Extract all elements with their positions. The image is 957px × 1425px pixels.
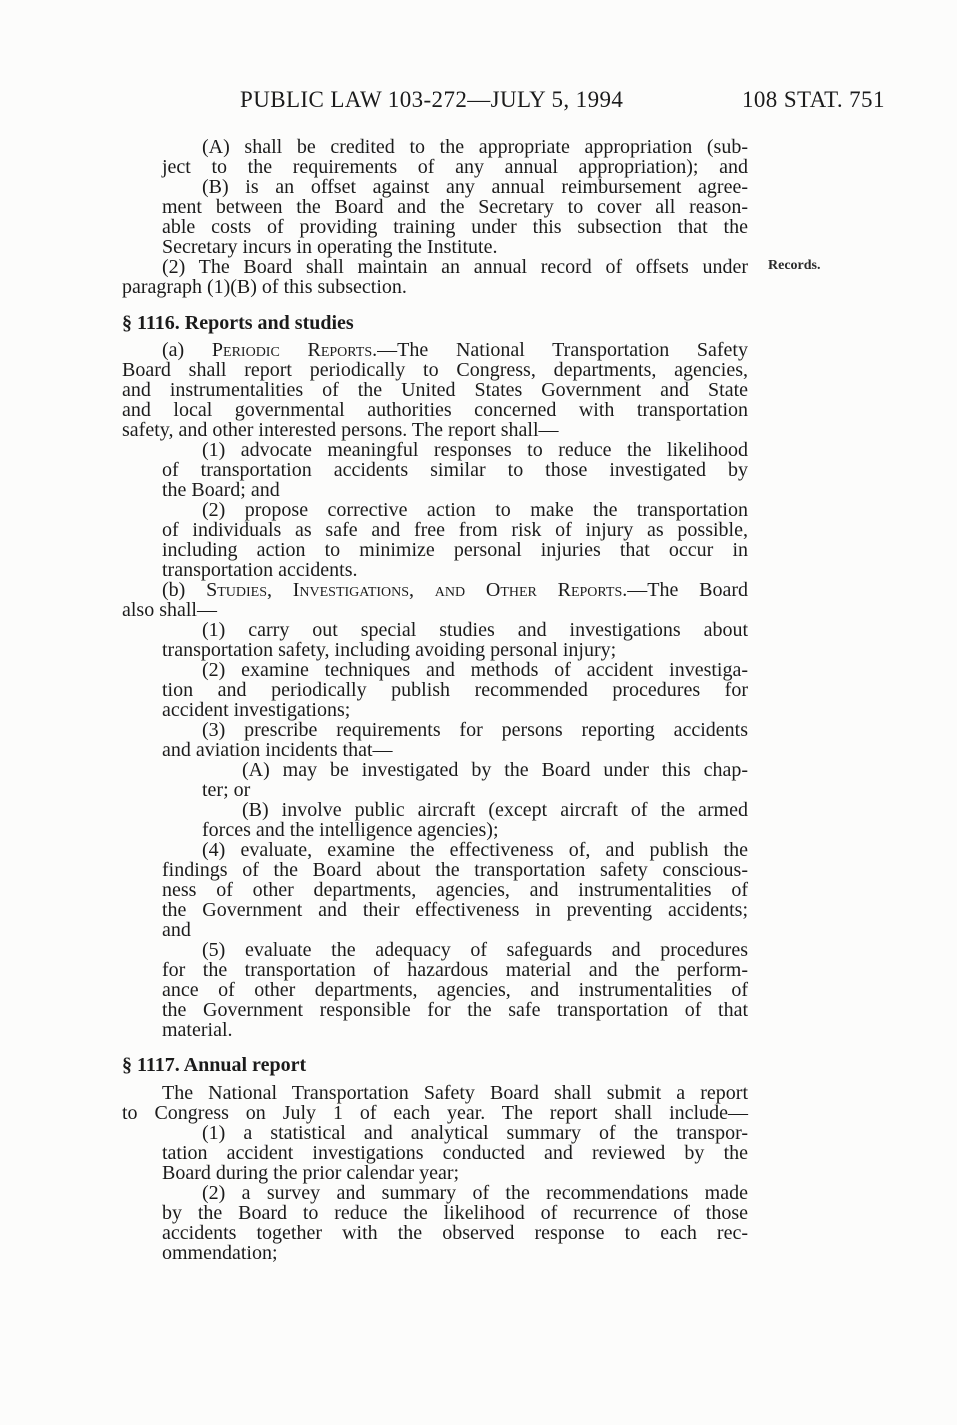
subsection-text: .—The Board bbox=[622, 579, 748, 601]
text-line: by the Board to reduce the likelihood of recurrence of those bbox=[162, 1202, 748, 1224]
text-line: of individuals as safe and free from risk of injury as possible, bbox=[162, 519, 748, 541]
statutes-page-number: 108 STAT. 751 bbox=[742, 87, 885, 112]
text-line: (A) may be investigated by the Board under this chap- bbox=[242, 759, 748, 781]
text-line: including action to minimize personal injuries that occur in bbox=[162, 539, 748, 561]
text-line: accident investigations; bbox=[162, 699, 351, 721]
text-line: Board during the prior calendar year; bbox=[162, 1162, 460, 1184]
page-body bbox=[122, 137, 748, 1263]
text-line: and local governmental authorities concerned with transportation bbox=[122, 399, 748, 421]
text-line: the Government and their effectiveness in preventing accidents; bbox=[162, 899, 748, 921]
text-line: (2) examine techniques and methods of accident investiga- bbox=[202, 659, 748, 681]
text-line: also shall— bbox=[122, 599, 217, 621]
text-line: (B) is an offset against any annual reimbursement agree- bbox=[202, 176, 748, 198]
text-line: (B) involve public aircraft (except aircraft of the armed bbox=[242, 799, 748, 821]
subsection-label: (b) bbox=[162, 579, 207, 601]
text-line: Board shall report periodically to Congress, departments, agencies, bbox=[122, 359, 748, 381]
text-line: ment between the Board and the Secretary to cover all reason- bbox=[162, 196, 748, 218]
section-heading-1116: § 1116. Reports and studies bbox=[122, 312, 354, 334]
section-heading-1117: § 1117. Annual report bbox=[122, 1054, 307, 1076]
text-line: the Government responsible for the safe transportation of that bbox=[162, 999, 748, 1021]
text-line bbox=[162, 580, 748, 600]
running-head-title: PUBLIC LAW 103-272—JULY 5, 1994 bbox=[240, 87, 624, 112]
text-line: findings of the Board about the transportation safety conscious- bbox=[162, 859, 748, 881]
text-line: transportation accidents. bbox=[162, 559, 358, 581]
text-line: ter; or bbox=[202, 779, 251, 801]
text-line: tion and periodically publish recommended procedures for bbox=[162, 679, 748, 701]
text-line: ness of other departments, agencies, and instrumentalities of bbox=[162, 879, 748, 901]
text-line: paragraph (1)(B) of this subsection. bbox=[122, 276, 407, 298]
text-line: forces and the intelligence agencies); bbox=[202, 819, 499, 841]
margin-note-records: Records. bbox=[768, 258, 821, 273]
text-line: and aviation incidents that— bbox=[162, 739, 393, 761]
text-line: able costs of providing training under this subsection that the bbox=[162, 216, 748, 238]
subsection-label: (a) bbox=[162, 339, 212, 361]
text-line: (A) shall be credited to the appropriate appropriation (sub- bbox=[202, 136, 748, 158]
text-line: and instrumentalities of the United States Government and State bbox=[122, 379, 748, 401]
text-line: The National Transportation Safety Board shall submit a report bbox=[162, 1082, 748, 1104]
text-line bbox=[162, 340, 748, 360]
text-line: (1) a statistical and analytical summary of the transpor- bbox=[202, 1122, 748, 1144]
text-line: tation accident investigations conducted and reviewed by the bbox=[162, 1142, 748, 1164]
text-line: (1) advocate meaningful responses to reduce the likelihood bbox=[202, 439, 748, 461]
small-caps-subheading: Periodic Reports bbox=[211, 339, 373, 361]
text-line: (3) prescribe requirements for persons reporting accidents bbox=[202, 719, 748, 741]
text-line: transportation safety, including avoiding personal injury; bbox=[162, 639, 617, 661]
text-line: (2) a survey and summary of the recommendations made bbox=[202, 1182, 748, 1204]
text-line: (2) propose corrective action to make the transportation bbox=[202, 499, 748, 521]
text-line: the Board; and bbox=[162, 479, 280, 501]
subsection-text: .—The National Transportation Safety bbox=[372, 339, 748, 361]
text-line: ject to the requirements of any annual appropriation); and bbox=[162, 156, 748, 178]
text-line: ommendation; bbox=[162, 1242, 278, 1264]
text-line: ance of other departments, agencies, and instrumentalities of bbox=[162, 979, 748, 1001]
text-line: (2) The Board shall maintain an annual record of offsets under bbox=[162, 256, 748, 278]
text-line: and bbox=[162, 919, 191, 941]
text-line: (5) evaluate the adequacy of safeguards and procedures bbox=[202, 939, 748, 961]
small-caps-subheading: Studies, Investigations, and Other Reports bbox=[206, 579, 623, 601]
text-line: (1) carry out special studies and investigations about bbox=[202, 619, 748, 641]
text-line: material. bbox=[162, 1019, 233, 1041]
text-line: Secretary incurs in operating the Institute. bbox=[162, 236, 498, 258]
text-line: of transportation accidents similar to those investigated by bbox=[162, 459, 748, 481]
text-line: to Congress on July 1 of each year. The report shall include— bbox=[122, 1102, 748, 1124]
text-line: for the transportation of hazardous material and the perform- bbox=[162, 959, 748, 981]
text-line: safety, and other interested persons. The report shall— bbox=[122, 419, 559, 441]
text-line: (4) evaluate, examine the effectiveness of, and publish the bbox=[202, 839, 748, 861]
text-line: accidents together with the observed response to each rec- bbox=[162, 1222, 748, 1244]
